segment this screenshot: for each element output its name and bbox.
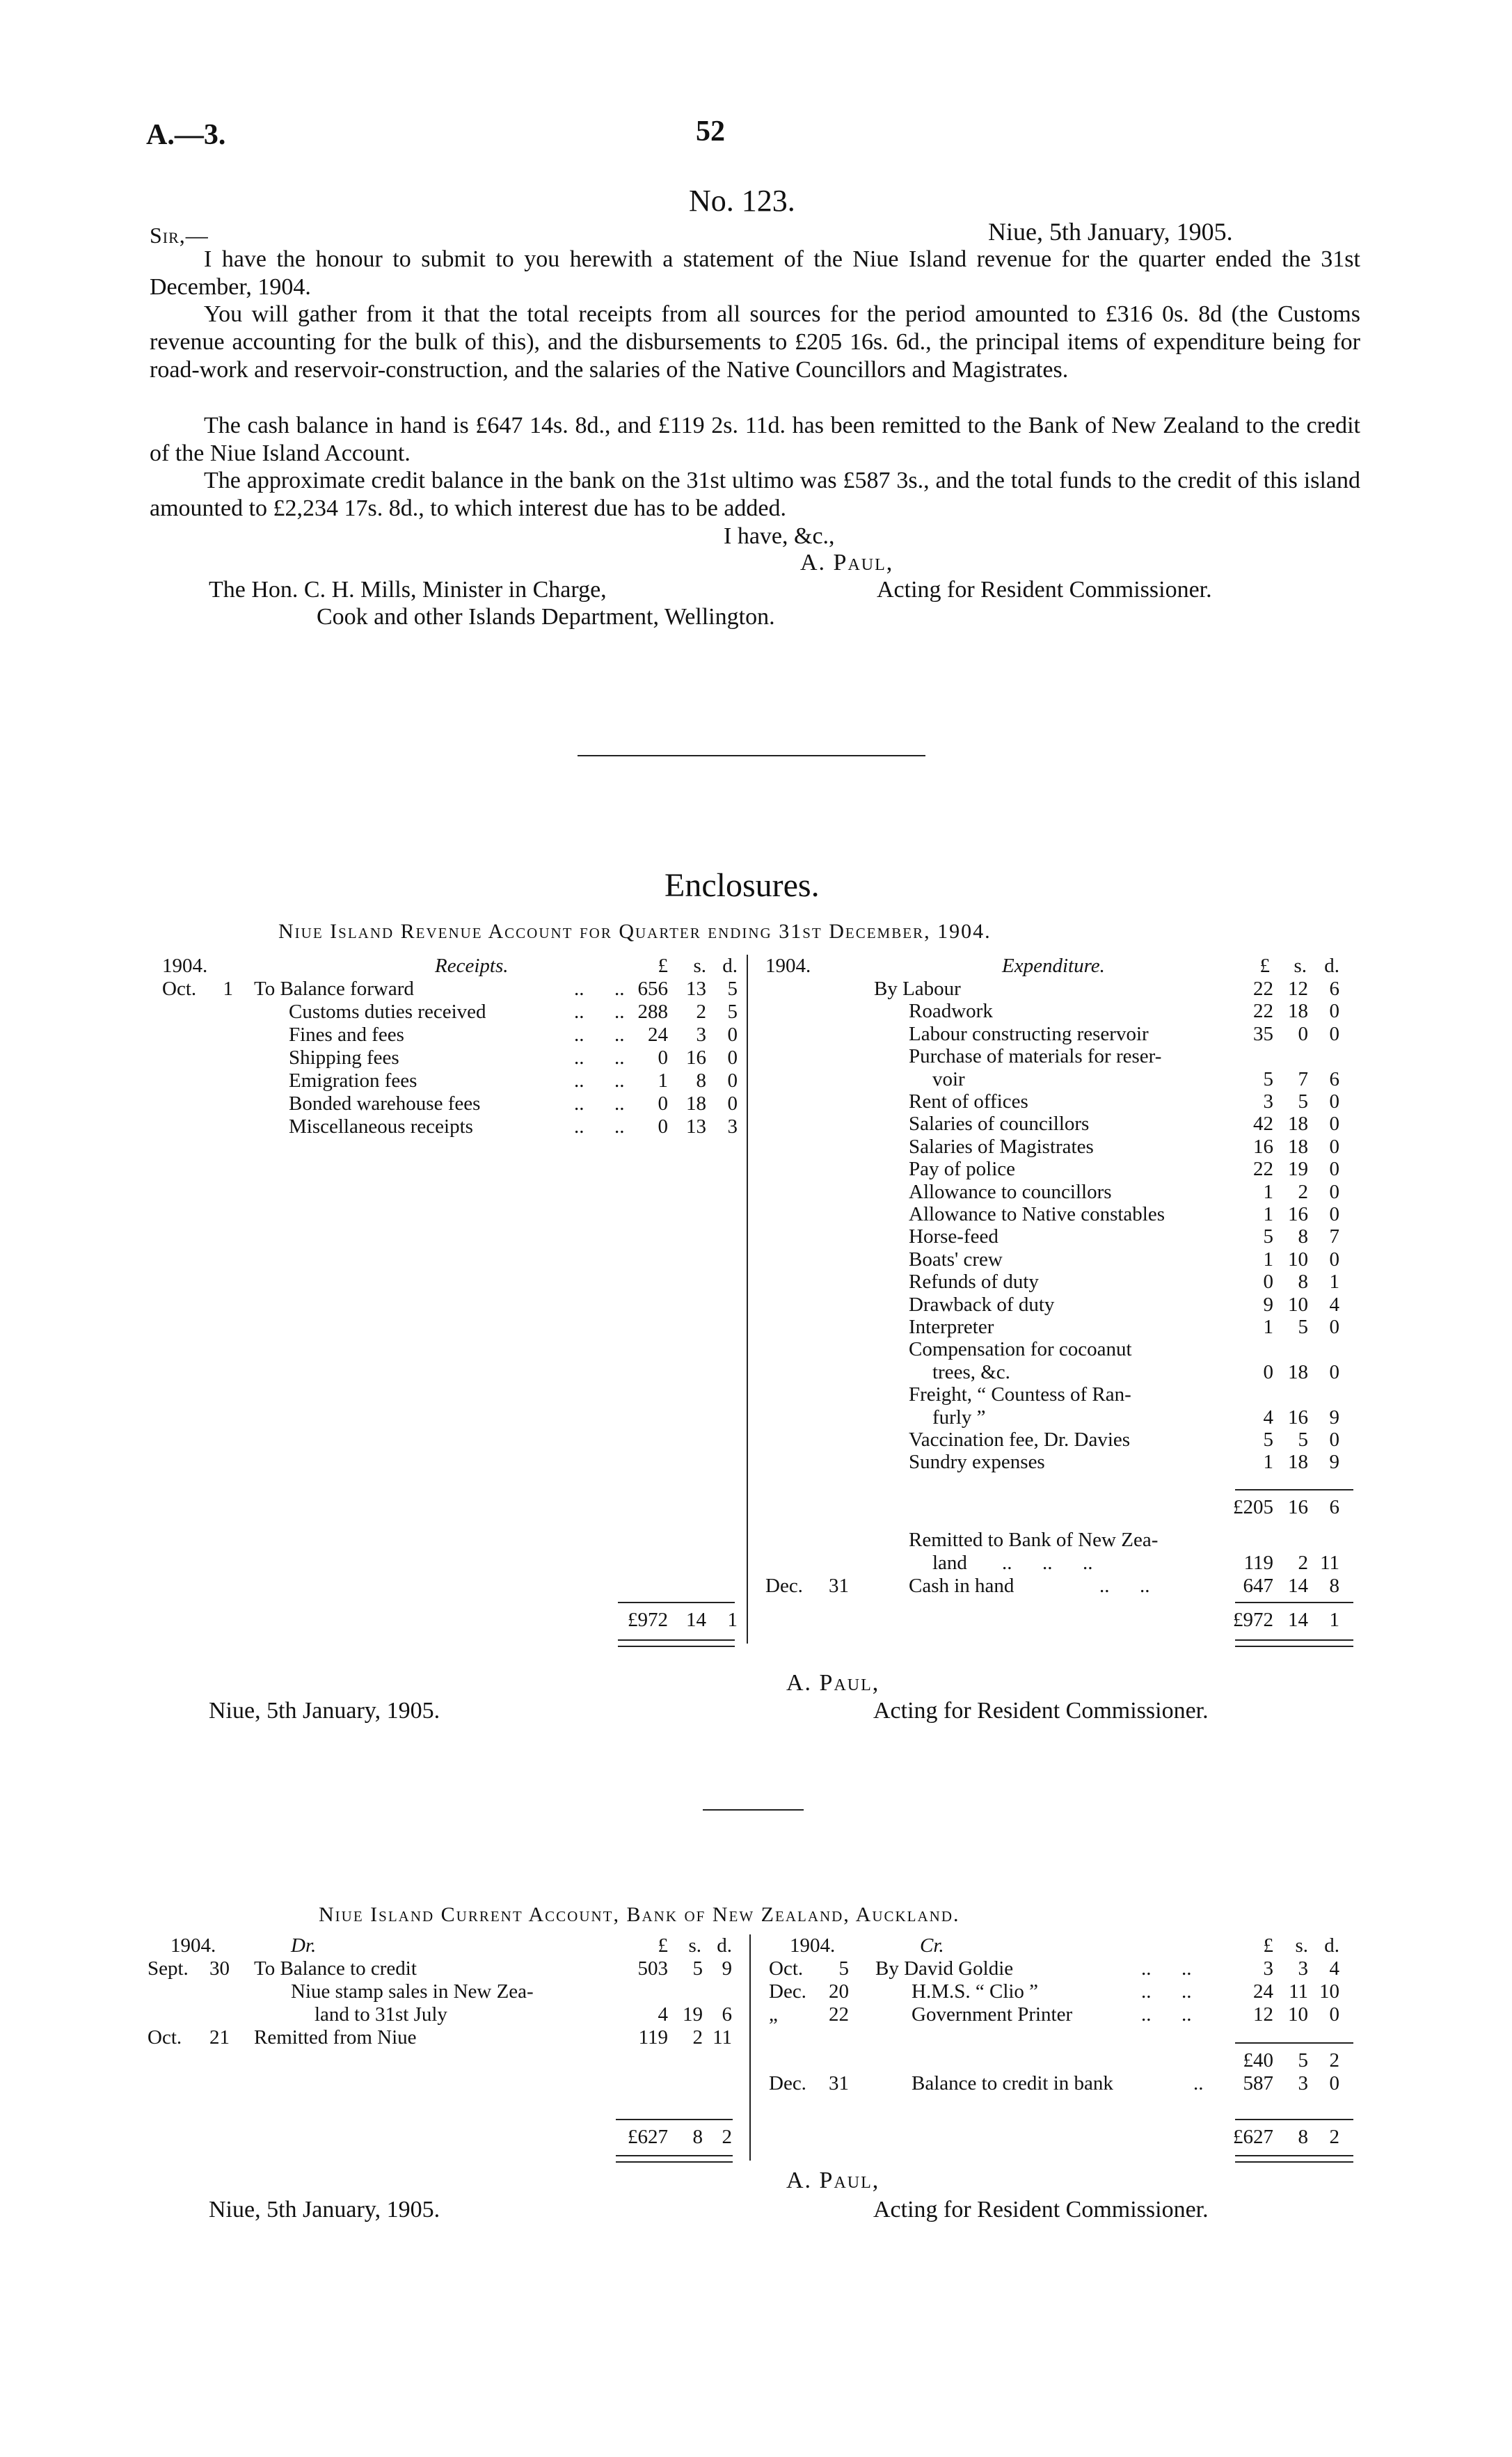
letter-paragraph: I have the honour to submit to you herewith a statement of the Niue Island revenue for the quarter ended the 31st December, 1904.: [150, 246, 1360, 300]
receipt-label: Miscellaneous receipts: [289, 1115, 473, 1138]
receipt-pounds: 24: [648, 1024, 668, 1046]
expenditure-shillings: 10: [1288, 1293, 1308, 1316]
expenditure-total-rule: [1235, 1602, 1353, 1603]
debit-pence: 9: [722, 1957, 732, 1980]
expenditure-pounds: 5: [1263, 1067, 1273, 1090]
expenditure-shillings: 5: [1298, 1090, 1308, 1113]
bank-center-divider: [749, 1934, 751, 2161]
cash-shillings: 14: [1288, 1575, 1308, 1597]
leader-dots: .. ..: [1141, 2003, 1192, 2026]
letter-paragraph: You will gather from it that the total receipts from all sources for the period amounted to £316 0s. 8d (the Customs revenue accounting for the bulk of this), and the disbursements to £205 16s. 6d., the principal items of expenditure being for road-work and reservoir-construction, and the salaries of the Native Councillors and Magistrates.: [150, 301, 1360, 383]
expenditure-pounds: 16: [1253, 1135, 1273, 1158]
balance-label: Balance to credit in bank: [912, 2072, 1113, 2094]
pounds-heading: £: [658, 955, 668, 977]
expenditure-shillings: 12: [1288, 978, 1308, 1000]
credits-subtotal-rule: [1235, 2042, 1353, 2044]
debit-shillings: 5: [692, 1957, 703, 1980]
letter-place-date: Niue, 5th January, 1905.: [988, 218, 1233, 246]
expenditure-pounds: 5: [1263, 1429, 1273, 1451]
receipt-shillings: 18: [686, 1092, 706, 1115]
credit-shillings: 10: [1288, 2003, 1308, 2026]
receipts-total-double-rule: [618, 1639, 735, 1647]
leader-dots: ..: [1193, 2072, 1204, 2094]
receipt-label: Bonded warehouse fees: [289, 1092, 481, 1115]
receipt-pounds: 1: [658, 1070, 668, 1092]
leader-dots: .. ..: [1141, 1980, 1192, 2003]
receipt-label: Fines and fees: [289, 1024, 404, 1046]
balance-day: 31: [829, 2072, 849, 2094]
expenditure-subtotal-rule: [1235, 1489, 1353, 1490]
expenditure-total-shillings: 14: [1288, 1609, 1308, 1631]
expenditure-subtotal-pence: 6: [1329, 1496, 1339, 1518]
expenditure-shillings: 19: [1288, 1158, 1308, 1181]
debit-shillings: 2: [692, 2026, 703, 2049]
expenditure-pence: 0: [1329, 1158, 1339, 1181]
pence-heading: d.: [722, 955, 738, 977]
expenditure-label: Boats' crew: [909, 1248, 1003, 1271]
letter-addressee: The Hon. C. H. Mills, Minister in Charge,: [209, 577, 607, 603]
debits-total-pounds: £627: [628, 2126, 668, 2148]
debits-total-pence: 2: [722, 2126, 732, 2148]
expenditure-pounds: 0: [1263, 1271, 1273, 1294]
expenditure-pounds: 1: [1263, 1203, 1273, 1225]
cash-day: 31: [829, 1575, 849, 1597]
shillings-heading: s.: [1295, 1934, 1308, 1957]
credit-pounds: 3: [1263, 1957, 1273, 1980]
expenditure-label: Roadwork: [909, 1000, 993, 1023]
expenditure-label: Horse-feed: [909, 1225, 998, 1248]
cash-pence: 8: [1329, 1575, 1339, 1597]
receipt-day: 1: [223, 978, 233, 1000]
receipts-heading: Receipts.: [435, 955, 509, 977]
salutation: Sir,—: [150, 223, 209, 248]
letter-paragraph: The approximate credit balance in the bank on the 31st ultimo was £587 3s., and the total funds to the credit of this island amounted to £2,234 17s. 8d., to which interest due has to be added.: [150, 468, 1360, 521]
credit-shillings: 3: [1298, 1957, 1308, 1980]
debits-total-rule: [616, 2119, 733, 2120]
shillings-heading: s.: [1294, 955, 1307, 977]
debit-date: Sept.: [148, 1957, 189, 1980]
credit-pounds: 24: [1253, 1980, 1273, 2003]
debit-pounds: 503: [637, 1957, 668, 1980]
balance-date: Dec.: [769, 2072, 806, 2094]
expenditure-label: By Labour: [874, 978, 961, 1000]
expenditure-shillings: 18: [1288, 1000, 1308, 1023]
expenditure-pounds: 0: [1263, 1360, 1273, 1383]
credit-date: „: [769, 2003, 778, 2026]
receipt-pounds: 656: [637, 978, 668, 1000]
credit-day: 22: [829, 2003, 849, 2026]
expenditure-total-double-rule: [1235, 1639, 1353, 1647]
expenditure-pounds: 35: [1253, 1022, 1273, 1045]
remitted-label: Remitted to Bank of New Zea-: [909, 1529, 1159, 1551]
credit-shillings: 11: [1289, 1980, 1308, 2003]
debit-day: 30: [209, 1957, 230, 1980]
receipt-label: Shipping fees: [289, 1047, 399, 1069]
expenditure-pence: 1: [1329, 1271, 1339, 1294]
credit-date: Oct.: [769, 1957, 804, 1980]
leader-dots: .. .. ..: [1002, 1552, 1093, 1574]
debit-label: Remitted from Niue: [254, 2026, 417, 2049]
receipt-pence: 0: [727, 1092, 738, 1115]
leader-dots: .. ..: [574, 1047, 625, 1069]
receipt-pence: 0: [727, 1070, 738, 1092]
credit-label: By David Goldie: [875, 1957, 1014, 1980]
credit-label: Government Printer: [912, 2003, 1073, 2026]
receipts-year: 1904.: [162, 955, 208, 977]
bank-place-date: Niue, 5th January, 1905.: [209, 2197, 440, 2223]
expenditure-year: 1904.: [765, 955, 811, 977]
letter-signer-title: Acting for Resident Commissioner.: [877, 577, 1212, 603]
expenditure-shillings: 16: [1288, 1203, 1308, 1225]
revenue-signer: [786, 1670, 880, 1696]
pence-heading: d.: [1324, 955, 1339, 977]
credits-subtotal-shillings: 5: [1298, 2049, 1308, 2072]
credit-day: 5: [838, 1957, 849, 1980]
credit-day: 20: [829, 1980, 849, 2003]
debit-pounds: 4: [658, 2003, 668, 2026]
debit-pence: 6: [722, 2003, 732, 2026]
revenue-signer-name: A. Paul,: [786, 1670, 880, 1696]
expenditure-pence: 0: [1329, 1316, 1339, 1338]
expenditure-pounds: 1: [1263, 1316, 1273, 1338]
expenditure-shillings: 16: [1288, 1406, 1308, 1429]
expenditure-pence: 4: [1329, 1293, 1339, 1316]
receipt-pounds: 0: [658, 1115, 668, 1138]
credit-heading: Cr.: [920, 1934, 944, 1957]
debit-date: Oct.: [148, 2026, 182, 2049]
expenditure-pence: 0: [1329, 1135, 1339, 1158]
expenditure-shillings: 10: [1288, 1248, 1308, 1271]
shillings-heading: s.: [693, 955, 706, 977]
receipt-shillings: 8: [696, 1070, 706, 1092]
document-reference: A.—3.: [146, 119, 226, 151]
expenditure-shillings: 0: [1298, 1022, 1308, 1045]
expenditure-pounds: 22: [1253, 978, 1273, 1000]
expenditure-subtotal-shillings: 16: [1288, 1496, 1308, 1518]
expenditure-pounds: 1: [1263, 1180, 1273, 1203]
expenditure-label: Labour constructing reservoir: [909, 1022, 1149, 1045]
expenditure-shillings: 5: [1298, 1316, 1308, 1338]
expenditure-pence: 0: [1329, 1113, 1339, 1136]
remitted-pounds: 119: [1243, 1552, 1273, 1574]
credits-total-double-rule: [1235, 2155, 1353, 2163]
credits-subtotal-pounds: £40: [1243, 2049, 1273, 2072]
receipt-shillings: 2: [696, 1001, 706, 1023]
receipt-pounds: 0: [658, 1047, 668, 1069]
credits-total-pence: 2: [1329, 2126, 1339, 2148]
credit-label: H.M.S. “ Clio ”: [912, 1980, 1039, 2003]
cash-label: Cash in hand: [909, 1575, 1014, 1597]
expenditure-pence: 6: [1329, 978, 1339, 1000]
expenditure-total-pounds: £972: [1233, 1609, 1273, 1631]
receipt-date: Oct.: [162, 978, 197, 1000]
expenditure-pence: 9: [1329, 1406, 1339, 1429]
balance-shillings: 3: [1298, 2072, 1308, 2094]
expenditure-pounds: 1: [1263, 1451, 1273, 1474]
expenditure-pounds: 3: [1263, 1090, 1273, 1113]
credit-date: Dec.: [769, 1980, 806, 2003]
receipt-pence: 0: [727, 1024, 738, 1046]
expenditure-shillings: 18: [1288, 1451, 1308, 1474]
expenditure-heading: Expenditure.: [1002, 955, 1105, 977]
expenditure-label: Salaries of Magistrates: [909, 1135, 1094, 1158]
expenditure-label: Compensation for cocoanut: [909, 1338, 1132, 1361]
expenditure-shillings: 7: [1298, 1067, 1308, 1090]
expenditure-label: Interpreter: [909, 1316, 994, 1338]
expenditure-shillings: 2: [1298, 1180, 1308, 1203]
credit-pence: 0: [1329, 2003, 1339, 2026]
expenditure-label: Rent of offices: [909, 1090, 1028, 1113]
leader-dots: .. ..: [574, 1092, 625, 1115]
expenditure-shillings: 18: [1288, 1113, 1308, 1136]
expenditure-label: Sundry expenses: [909, 1451, 1045, 1474]
expenditure-pounds: 1: [1263, 1248, 1273, 1271]
expenditure-pounds: 9: [1263, 1293, 1273, 1316]
receipt-pence: 5: [727, 1001, 738, 1023]
expenditure-pence: 0: [1329, 1180, 1339, 1203]
receipt-shillings: 3: [696, 1024, 706, 1046]
pounds-heading: £: [1259, 955, 1270, 977]
expenditure-pence: 0: [1329, 1090, 1339, 1113]
enclosures-title: Enclosures.: [665, 867, 820, 904]
expenditure-shillings: 8: [1298, 1271, 1308, 1294]
receipt-pounds: 0: [658, 1092, 668, 1115]
letter-department: Cook and other Islands Department, Wellington.: [317, 604, 775, 630]
expenditure-shillings: 18: [1288, 1135, 1308, 1158]
expenditure-shillings: 5: [1298, 1429, 1308, 1451]
revenue-center-divider: [747, 955, 748, 1644]
pounds-heading: £: [1263, 1934, 1273, 1957]
bank-signer-title: Acting for Resident Commissioner.: [873, 2197, 1209, 2223]
credits-total-shillings: 8: [1298, 2126, 1308, 2148]
pounds-heading: £: [658, 1934, 668, 1957]
receipt-shillings: 16: [686, 1047, 706, 1069]
expenditure-label: Salaries of councillors: [909, 1113, 1090, 1136]
letter-signer: A. Paul,: [800, 550, 894, 575]
leader-dots: .. ..: [574, 1001, 625, 1023]
remitted-pence: 11: [1320, 1552, 1339, 1574]
expenditure-label: voir: [932, 1067, 965, 1090]
expenditure-label: Purchase of materials for reser-: [909, 1045, 1162, 1068]
receipt-label: To Balance forward: [254, 978, 414, 1000]
expenditure-pence: 0: [1329, 1360, 1339, 1383]
leader-dots: .. ..: [574, 978, 625, 1000]
expenditure-shillings: 8: [1298, 1225, 1308, 1248]
expenditure-label: Refunds of duty: [909, 1271, 1039, 1294]
debit-label: land to 31st July: [315, 2003, 447, 2026]
bank-signer-name: A. Paul,: [786, 2168, 880, 2193]
letter-number: No. 123.: [689, 184, 795, 218]
receipts-total-pence: 1: [727, 1609, 738, 1631]
debits-total-shillings: 8: [692, 2126, 703, 2148]
expenditure-pence: 7: [1329, 1225, 1339, 1248]
expenditure-pounds: 4: [1263, 1406, 1273, 1429]
credit-pence: 4: [1329, 1957, 1339, 1980]
section-divider: [578, 755, 925, 756]
debit-heading: Dr.: [291, 1934, 317, 1957]
receipts-total-pounds: £972: [628, 1609, 668, 1631]
credits-total-rule: [1235, 2119, 1353, 2120]
page-number: 52: [696, 116, 725, 148]
revenue-place-date: Niue, 5th January, 1905.: [209, 1698, 440, 1724]
bank-signer: [786, 2168, 880, 2194]
leader-dots: .. ..: [574, 1024, 625, 1046]
receipt-pence: 5: [727, 978, 738, 1000]
expenditure-pence: 0: [1329, 1022, 1339, 1045]
revenue-signer-title: Acting for Resident Commissioner.: [873, 1698, 1209, 1724]
expenditure-label: furly ”: [932, 1406, 986, 1429]
receipt-shillings: 13: [686, 1115, 706, 1138]
expenditure-label: Allowance to Native constables: [909, 1203, 1165, 1225]
leader-dots: .. ..: [1099, 1575, 1150, 1597]
expenditure-pence: 0: [1329, 1203, 1339, 1225]
debit-shillings: 19: [683, 2003, 703, 2026]
expenditure-pounds: 5: [1263, 1225, 1273, 1248]
letter-closing: I have, &c.,: [724, 523, 835, 549]
expenditure-pence: 0: [1329, 1000, 1339, 1023]
expenditure-pence: 6: [1329, 1067, 1339, 1090]
credits-subtotal-pence: 2: [1329, 2049, 1339, 2072]
remitted-shillings: 2: [1298, 1552, 1308, 1574]
leader-dots: .. ..: [1141, 1957, 1192, 1980]
pence-heading: d.: [717, 1934, 732, 1957]
expenditure-label: Freight, “ Countess of Ran-: [909, 1383, 1131, 1406]
expenditure-total-pence: 1: [1329, 1609, 1339, 1631]
receipt-label: Customs duties received: [289, 1001, 486, 1023]
balance-pounds: 587: [1243, 2072, 1273, 2094]
remitted-label-cont: land: [932, 1552, 967, 1574]
receipt-pounds: 288: [637, 1001, 668, 1023]
expenditure-pence: 0: [1329, 1248, 1339, 1271]
expenditure-pounds: 42: [1253, 1113, 1273, 1136]
receipt-pence: 3: [727, 1115, 738, 1138]
receipts-total-rule: [618, 1602, 735, 1603]
expenditure-pounds: 22: [1253, 1158, 1273, 1181]
credit-pence: 10: [1319, 1980, 1339, 2003]
debit-day: 21: [209, 2026, 230, 2049]
receipts-total-shillings: 14: [686, 1609, 706, 1631]
leader-dots: .. ..: [574, 1070, 625, 1092]
debit-pounds: 119: [638, 2026, 668, 2049]
expenditure-pounds: 22: [1253, 1000, 1273, 1023]
receipt-label: Emigration fees: [289, 1070, 417, 1092]
receipt-pence: 0: [727, 1047, 738, 1069]
revenue-account-title: Niue Island Revenue Account for Quarter ending 31st December, 1904.: [278, 920, 992, 943]
credit-pounds: 12: [1253, 2003, 1273, 2026]
pence-heading: d.: [1324, 1934, 1339, 1957]
expenditure-label: Pay of police: [909, 1158, 1016, 1181]
debit-label: To Balance to credit: [254, 1957, 417, 1980]
expenditure-label: Drawback of duty: [909, 1293, 1055, 1316]
balance-pence: 0: [1329, 2072, 1339, 2094]
debit-pence: 11: [713, 2026, 732, 2049]
bank-account-title: Niue Island Current Account, Bank of New Zealand, Auckland.: [319, 1903, 960, 1926]
expenditure-label: trees, &c.: [932, 1360, 1010, 1383]
cash-date: Dec.: [765, 1575, 803, 1597]
shillings-heading: s.: [688, 1934, 701, 1957]
leader-dots: .. ..: [574, 1115, 625, 1138]
expenditure-shillings: 18: [1288, 1360, 1308, 1383]
expenditure-pence: 0: [1329, 1429, 1339, 1451]
cash-pounds: 647: [1243, 1575, 1273, 1597]
debit-year: 1904.: [170, 1934, 216, 1957]
letter-paragraph: The cash balance in hand is £647 14s. 8d., and £119 2s. 11d. has been remitted to the Bank of New Zealand to the credit of the Niue Island Account.: [150, 413, 1360, 466]
debits-total-double-rule: [616, 2155, 733, 2163]
debit-label: Niue stamp sales in New Zea-: [291, 1980, 534, 2003]
receipt-shillings: 13: [686, 978, 706, 1000]
credits-total-pounds: £627: [1233, 2126, 1273, 2148]
expenditure-subtotal-pounds: £205: [1233, 1496, 1273, 1518]
expenditure-pence: 9: [1329, 1451, 1339, 1474]
credit-year: 1904.: [790, 1934, 836, 1957]
expenditure-label: Allowance to councillors: [909, 1180, 1112, 1203]
section-divider: [703, 1809, 804, 1811]
expenditure-label: Vaccination fee, Dr. Davies: [909, 1429, 1131, 1451]
